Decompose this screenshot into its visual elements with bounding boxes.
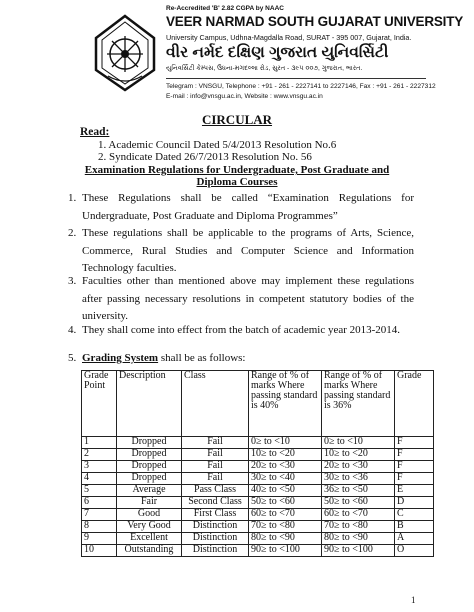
university-address-gujarati: યુનિવર્સિટી કેમ્પસ, ઉધના-મગદલ્લા રોડ, સુરત - ૩૯૫ ૦૦૭, ગુજરાત, ભારત. [166, 65, 363, 72]
column-header: Range of % of marks Where passing standard is 40% [249, 371, 322, 437]
table-cell: Dropped [117, 437, 182, 449]
table-cell: Distinction [182, 521, 249, 533]
table-cell: D [395, 497, 434, 509]
grading-intro [68, 352, 246, 364]
paragraph-number: 5. [68, 352, 77, 364]
table-cell: 60≥ to <70 [249, 509, 322, 521]
paragraph [68, 322, 414, 340]
table-cell: 70≥ to <80 [249, 521, 322, 533]
paragraph-number: 2. [68, 227, 77, 239]
grading-table [81, 370, 434, 557]
table-cell: 30≥ to <40 [249, 473, 322, 485]
table-cell: 90≥ to <100 [249, 545, 322, 557]
table-cell: 50≥ to <60 [249, 497, 322, 509]
table-header-row [82, 371, 434, 437]
table-cell: First Class [182, 509, 249, 521]
table-cell: 50≥ to <60 [322, 497, 395, 509]
table-cell: Fair [117, 497, 182, 509]
paragraph [68, 225, 414, 278]
grading-suffix: shall be as follows: [158, 352, 246, 364]
paragraph-number: 1. [68, 192, 77, 204]
table-row [82, 485, 434, 497]
paragraph-number: 3. [68, 275, 77, 287]
table-cell: 6 [82, 497, 117, 509]
table-cell: 80≥ to <90 [249, 533, 322, 545]
paragraph-text: Faculties other than mentioned above may implement these regulations after passing necessary resolutions in competent statutory bodies of the university. [82, 275, 414, 322]
paragraph [68, 190, 414, 225]
table-cell: 20≥ to <30 [249, 461, 322, 473]
accreditation-text: Re-Accredited 'B' 2.82 CGPA by NAAC [166, 5, 284, 12]
table-cell: Good [117, 509, 182, 521]
table-cell: 5 [82, 485, 117, 497]
table-row [82, 437, 434, 449]
table-cell: 10 [82, 545, 117, 557]
contact-email: E-mail : info@vnsgu.ac.in, Website : www.vnsgu.ac.in [166, 93, 323, 100]
column-header: Description [117, 371, 182, 437]
table-cell: 7 [82, 509, 117, 521]
table-cell: Dropped [117, 449, 182, 461]
table-cell: 9 [82, 533, 117, 545]
table-cell: Average [117, 485, 182, 497]
university-address: University Campus, Udhna-Magdalla Road, SURAT - 395 007, Gujarat, India. [166, 33, 412, 42]
paragraph-number: 4. [68, 324, 77, 336]
column-header: Grade [395, 371, 434, 437]
table-row [82, 497, 434, 509]
table-cell: 0≥ to <10 [322, 437, 395, 449]
letterhead [0, 0, 474, 110]
table-cell: 20≥ to <30 [322, 461, 395, 473]
read-item: 2. Syndicate Dated 26/7/2013 Resolution No. 56 [98, 151, 312, 163]
university-name: VEER NARMAD SOUTH GUJARAT UNIVERSITY [166, 14, 464, 29]
table-cell: Fail [182, 473, 249, 485]
paragraph-text: These Regulations shall be called “Examination Regulations for Undergraduate, Post Graduate and Diploma Programmes” [82, 192, 414, 222]
table-cell: Second Class [182, 497, 249, 509]
table-row [82, 545, 434, 557]
table-cell: Dropped [117, 461, 182, 473]
table-cell: 40≥ to <50 [249, 485, 322, 497]
table-cell: 60≥ to <70 [322, 509, 395, 521]
table-cell: Distinction [182, 545, 249, 557]
table-cell: Distinction [182, 533, 249, 545]
table-cell: Very Good [117, 521, 182, 533]
read-label: Read: [80, 126, 110, 138]
table-row [82, 473, 434, 485]
table-cell: 3 [82, 461, 117, 473]
table-row [82, 521, 434, 533]
university-seal-icon [94, 14, 156, 92]
table-row [82, 509, 434, 521]
column-header: Range of % of marks Where passing standard is 36% [322, 371, 395, 437]
table-cell: 90≥ to <100 [322, 545, 395, 557]
table-cell: Fail [182, 449, 249, 461]
table-cell: Pass Class [182, 485, 249, 497]
column-header: Class [182, 371, 249, 437]
read-item: 1. Academic Council Dated 5/4/2013 Resolution No.6 [98, 139, 337, 151]
header-divider [166, 78, 426, 79]
table-cell: 80≥ to <90 [322, 533, 395, 545]
table-cell: C [395, 509, 434, 521]
paragraph-text: They shall come into effect from the batch of academic year 2013-2014. [82, 324, 401, 336]
column-header: Grade Point [82, 371, 117, 437]
table-cell: Excellent [117, 533, 182, 545]
table-cell: 0≥ to <10 [249, 437, 322, 449]
subject-line: Diploma Courses [196, 176, 278, 188]
university-name-gujarati: વીર નર્મદ દક્ષિણ ગુજરાત યુનિવર્સિટી [166, 44, 389, 61]
table-cell: Dropped [117, 473, 182, 485]
paragraph [68, 273, 414, 326]
table-cell: 8 [82, 521, 117, 533]
table-cell: 10≥ to <20 [322, 449, 395, 461]
subject-heading [60, 164, 414, 188]
table-row [82, 449, 434, 461]
table-cell: A [395, 533, 434, 545]
table-cell: 2 [82, 449, 117, 461]
contact-telephone: Telegram : VNSGU, Telephone : +91 - 261 - 2227141 to 2227146, Fax : +91 - 261 - 2227312 [166, 83, 436, 90]
page-number: 1 [411, 595, 416, 605]
table-cell: B [395, 521, 434, 533]
grading-title: Grading System [82, 352, 159, 364]
table-cell: F [395, 473, 434, 485]
table-cell: 4 [82, 473, 117, 485]
circular-title: CIRCULAR [201, 112, 273, 127]
table-cell: E [395, 485, 434, 497]
table-cell: Outstanding [117, 545, 182, 557]
table-cell: Fail [182, 461, 249, 473]
table-cell: Fail [182, 437, 249, 449]
table-cell: 36≥ to <50 [322, 485, 395, 497]
table-cell: 10≥ to <20 [249, 449, 322, 461]
table-cell: F [395, 437, 434, 449]
table-cell: 30≥ to <36 [322, 473, 395, 485]
paragraph-text: These regulations shall be applicable to the programs of Arts, Science, Commerce, Rural Studies and Computer Science and Information Technology faculties. [82, 227, 414, 274]
table-cell: F [395, 449, 434, 461]
subject-line: Examination Regulations for Undergraduate, Post Graduate and [84, 164, 390, 176]
table-cell: O [395, 545, 434, 557]
table-row [82, 461, 434, 473]
table-cell: 70≥ to <80 [322, 521, 395, 533]
table-cell: F [395, 461, 434, 473]
table-row [82, 533, 434, 545]
table-cell: 1 [82, 437, 117, 449]
